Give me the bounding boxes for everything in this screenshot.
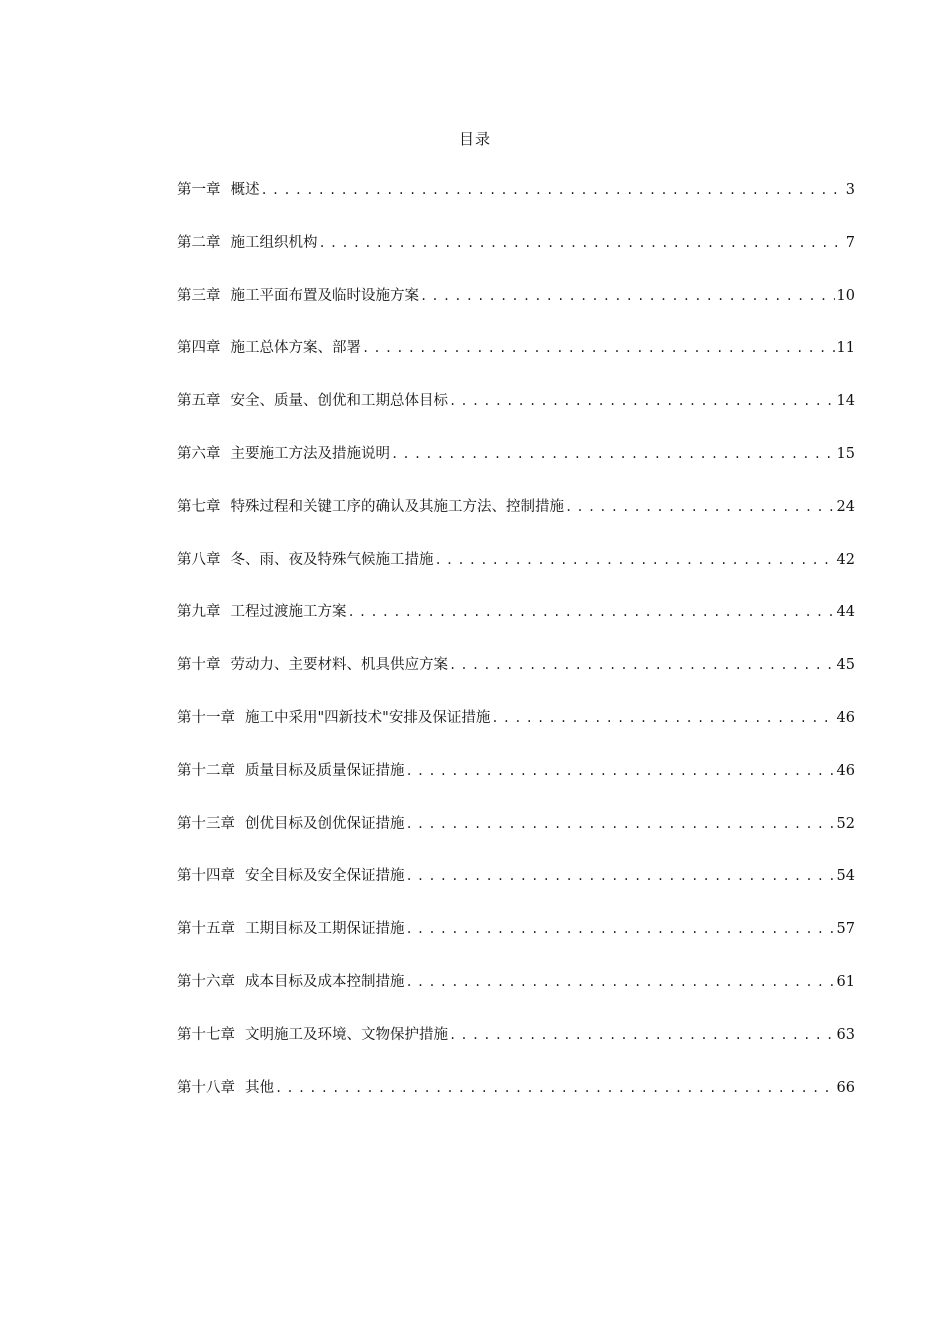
toc-title: 目录	[458, 130, 491, 148]
toc-page-number: 52	[836, 815, 855, 832]
toc-leader-dots	[435, 553, 835, 567]
toc-chapter-number: 第十二章	[177, 762, 235, 779]
toc-entry[interactable]	[177, 442, 855, 495]
toc-chapter-number: 第十八章	[177, 1079, 235, 1096]
toc-page-number: 63	[836, 1026, 855, 1043]
toc-entry[interactable]	[177, 812, 855, 865]
toc-chapter-title: 施工中采用"四新技术"安排及保证措施	[245, 709, 491, 726]
toc-chapter-number: 第十五章	[177, 921, 235, 938]
toc-entry[interactable]	[177, 1023, 855, 1076]
toc-page-number: 57	[836, 921, 855, 938]
toc-entry[interactable]	[177, 653, 855, 706]
toc-chapter-number: 第七章	[177, 498, 221, 515]
toc-entry[interactable]	[177, 548, 855, 601]
toc-entry[interactable]	[177, 1076, 855, 1129]
toc-page-number: 45	[836, 657, 855, 674]
toc-leader-dots	[406, 817, 835, 831]
toc-leader-dots	[261, 183, 844, 197]
toc-leader-dots	[348, 605, 835, 619]
toc-leader-dots	[449, 1028, 835, 1042]
toc-entry[interactable]	[177, 336, 855, 389]
toc-chapter-number: 第九章	[177, 604, 221, 621]
toc-chapter-number: 第八章	[177, 551, 221, 568]
toc-entry[interactable]	[177, 917, 855, 970]
toc-page-number: 54	[836, 868, 855, 885]
toc-page-number: 10	[836, 287, 855, 304]
toc-leader-dots	[275, 1081, 835, 1095]
toc-list	[177, 178, 855, 1128]
toc-chapter-number: 第四章	[177, 340, 221, 357]
toc-chapter-title: 施工组织机构	[230, 234, 318, 251]
toc-chapter-number: 第十章	[177, 657, 221, 674]
toc-chapter-number: 第十七章	[177, 1026, 235, 1043]
toc-entry[interactable]	[177, 284, 855, 337]
toc-chapter-title: 施工总体方案、部署	[230, 340, 361, 357]
toc-page-number: 24	[836, 498, 855, 515]
toc-chapter-number: 第五章	[177, 393, 221, 410]
toc-chapter-title: 工期目标及工期保证措施	[245, 921, 405, 938]
toc-leader-dots	[406, 922, 835, 936]
toc-leader-dots	[362, 341, 835, 355]
toc-leader-dots	[406, 869, 835, 883]
toc-entry[interactable]	[177, 864, 855, 917]
toc-chapter-number: 第十四章	[177, 868, 235, 885]
toc-leader-dots	[491, 711, 834, 725]
toc-entry[interactable]	[177, 759, 855, 812]
toc-page-number: 14	[836, 393, 855, 410]
toc-leader-dots	[319, 236, 844, 250]
toc-page-number: 46	[836, 709, 855, 726]
toc-chapter-title: 成本目标及成本控制措施	[245, 973, 405, 990]
toc-entry[interactable]	[177, 600, 855, 653]
toc-chapter-title: 质量目标及质量保证措施	[245, 762, 405, 779]
toc-chapter-title: 概述	[230, 182, 260, 198]
toc-page-number: 7	[845, 234, 855, 251]
toc-chapter-number: 第六章	[177, 445, 221, 462]
toc-page-number: 42	[836, 551, 855, 568]
toc-page-number: 44	[836, 604, 855, 621]
toc-page-number: 11	[836, 340, 855, 357]
toc-entry[interactable]	[177, 495, 855, 548]
toc-leader-dots	[391, 447, 835, 461]
toc-leader-dots	[565, 500, 835, 514]
toc-page-number: 3	[845, 182, 855, 198]
toc-chapter-title: 特殊过程和关键工序的确认及其施工方法、控制措施	[230, 498, 564, 515]
toc-chapter-title: 主要施工方法及措施说明	[230, 445, 390, 462]
toc-entry[interactable]	[177, 389, 855, 442]
toc-entry[interactable]	[177, 231, 855, 284]
toc-chapter-title: 冬、雨、夜及特殊气候施工措施	[230, 551, 434, 568]
toc-chapter-title: 劳动力、主要材料、机具供应方案	[230, 657, 448, 674]
toc-leader-dots	[449, 658, 835, 672]
toc-chapter-number: 第二章	[177, 234, 221, 251]
toc-page-number: 61	[836, 973, 855, 990]
toc-chapter-title: 其他	[245, 1079, 274, 1096]
toc-page-number: 46	[836, 762, 855, 779]
toc-leader-dots	[406, 764, 835, 778]
toc-chapter-number: 第三章	[177, 287, 221, 304]
toc-chapter-title: 安全目标及安全保证措施	[245, 868, 405, 885]
toc-chapter-title: 文明施工及环境、文物保护措施	[245, 1026, 448, 1043]
toc-leader-dots	[406, 975, 835, 989]
toc-chapter-title: 创优目标及创优保证措施	[245, 815, 405, 832]
toc-chapter-number: 第十一章	[177, 709, 235, 726]
toc-page-number: 15	[836, 445, 855, 462]
toc-entry[interactable]	[177, 970, 855, 1023]
toc-page-number: 66	[836, 1079, 855, 1096]
toc-chapter-title: 施工平面布置及临时设施方案	[230, 287, 419, 304]
toc-entry[interactable]	[177, 178, 855, 231]
toc-chapter-number: 第一章	[177, 182, 221, 198]
toc-entry[interactable]	[177, 706, 855, 759]
toc-chapter-title: 安全、质量、创优和工期总体目标	[230, 393, 448, 410]
toc-chapter-title: 工程过渡施工方案	[230, 604, 347, 621]
toc-leader-dots	[420, 289, 835, 303]
toc-chapter-number: 第十三章	[177, 815, 235, 832]
toc-leader-dots	[449, 394, 835, 408]
toc-chapter-number: 第十六章	[177, 973, 235, 990]
